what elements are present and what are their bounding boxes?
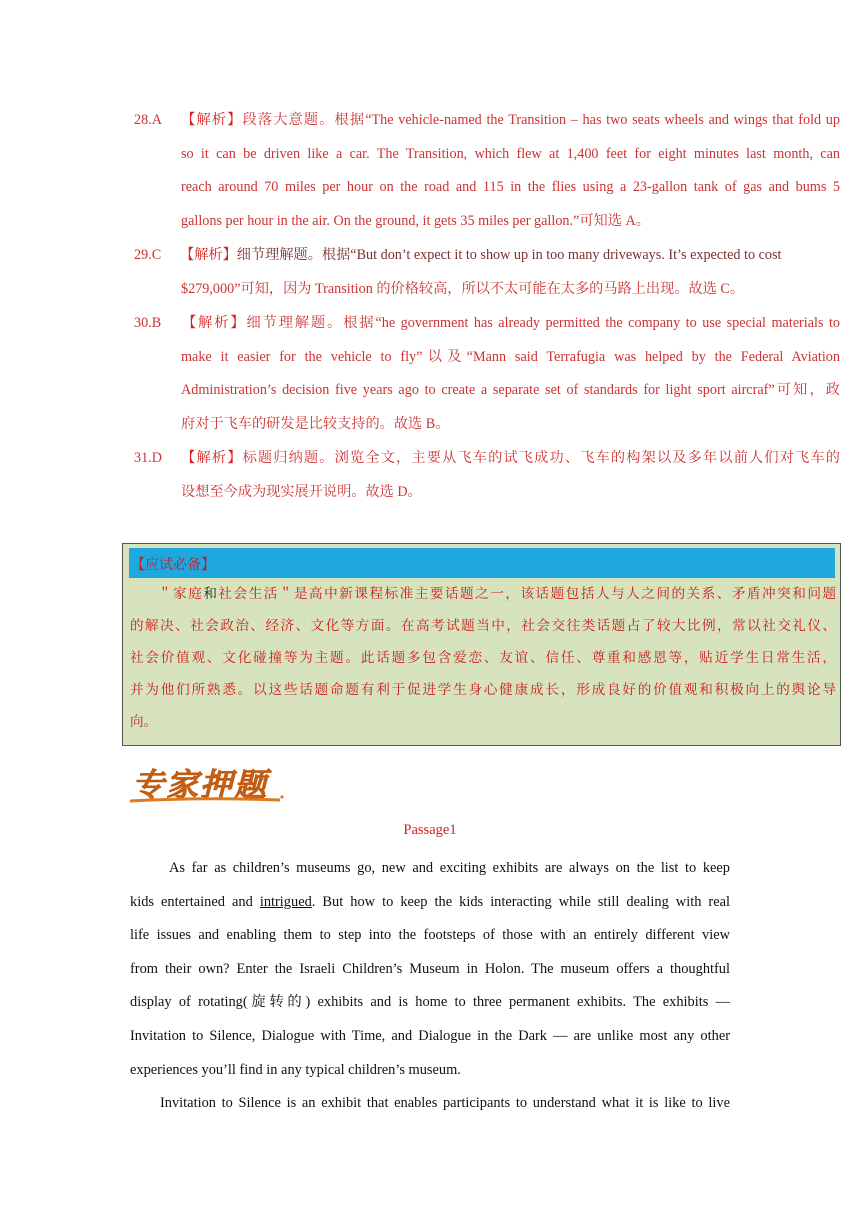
passage-line bbox=[130, 886, 730, 920]
answer-line bbox=[134, 104, 840, 138]
passage-line: Invitation to Silence is an exhibit that enables participants to understand what it is like to live bbox=[160, 1095, 730, 1112]
expert-prediction-logo bbox=[130, 764, 286, 808]
underlined-word: intrigued bbox=[259, 893, 312, 910]
question-number: 30.B bbox=[134, 315, 162, 331]
analysis-tag: 【解析】 bbox=[180, 112, 243, 128]
answer-30 bbox=[134, 307, 840, 441]
answer-28 bbox=[134, 104, 840, 238]
passage-title: Passage1 bbox=[403, 822, 457, 838]
answer-text: 段落大意题。根据“The vehicle-named the Transition – has two seats wheels and wings that fold up bbox=[242, 112, 840, 128]
answer-line: $279,000”可知，因为 Transition 的价格较高，所以不太可能在太多的马路上出现。故选 C。 bbox=[181, 280, 745, 297]
box-line: 向。 bbox=[130, 714, 158, 730]
answer-line: 设想至今成为现实展开说明。故选 D。 bbox=[181, 483, 422, 500]
passage-line: As far as children’s museums go, new and exciting exhibits are always on the list to keep bbox=[169, 860, 730, 876]
answer-line: 府对于飞车的研发是比较支持的。故选 B。 bbox=[181, 415, 450, 432]
box-text: 是高中新课程标准主要话题之一，该话题包括人与人之间的关系、矛盾冲突和问题 bbox=[293, 586, 836, 602]
box-text: 社会生活＂ bbox=[218, 586, 294, 602]
box-line: 并为他们所熟悉。以这些话题命题有利于促进学生身心健康成长，形成良好的价值观和积极向上的舆论导 bbox=[130, 682, 836, 698]
answer-line: Administration’s decision five years ago to create a separate set of standards for light sport aircraf”可知，政 bbox=[181, 382, 840, 399]
answer-line: so it can be driven like a car. The Transition, which flew at 1,400 feet for eight minutes last month, can bbox=[181, 145, 840, 162]
answer-line bbox=[134, 442, 840, 476]
logo-graphic bbox=[130, 764, 286, 808]
box-text: ＂家庭 bbox=[158, 586, 204, 602]
answer-29 bbox=[134, 239, 840, 306]
box-body bbox=[130, 578, 836, 738]
passage-line: Invitation to Silence, Dialogue with Time, and Dialogue in the Dark — are unlike most any other bbox=[130, 1027, 730, 1044]
analysis-tag: 【解析】 bbox=[180, 450, 243, 466]
question-number: 28.A bbox=[134, 112, 162, 128]
passage-text: . But how to keep the kids interacting while still dealing with real bbox=[311, 893, 730, 910]
exam-essentials-box bbox=[122, 543, 841, 746]
answer-text: 细节理解题。根据“he government has already permitted the company to use special materials to bbox=[246, 315, 840, 331]
answer-line: reach around 70 miles per hour on the road and 115 in the flies using a 23-gallon tank of gas and bums 5 bbox=[181, 179, 840, 196]
passage-line: experiences you’ll find in any typical children’s museum. bbox=[130, 1061, 461, 1078]
answer-line: gallons per hour in the air. On the ground, it gets 35 miles per gallon.”可知选 A。 bbox=[181, 212, 650, 229]
analysis-tag: 【解析】 bbox=[180, 247, 237, 263]
box-text: 和 bbox=[203, 586, 219, 602]
answer-text: 细节理解题。根据“But don’t expect it to show up in too many driveways. It’s expected to cost bbox=[236, 247, 782, 263]
passage-body bbox=[130, 852, 730, 1121]
box-line: 社会价值观、文化碰撞等为主题。此话题多包含爱恋、友谊、信任、尊重和感恩等，贴近学生日常生活， bbox=[130, 650, 836, 666]
analysis-tag: 【解析】 bbox=[180, 315, 247, 331]
answer-line bbox=[134, 239, 840, 273]
question-number: 29.C bbox=[134, 247, 162, 263]
passage-line: display of rotating(旋转的) exhibits and is home to three permanent exhibits. The exhibits — bbox=[130, 994, 730, 1011]
box-line: 的解决、社会政治、经济、文化等方面。在高考试题当中，社会交往类话题占了较大比例，常以社交礼仪、 bbox=[130, 618, 836, 634]
logo-text: 专家押题 bbox=[132, 766, 269, 804]
box-line bbox=[130, 578, 836, 610]
answer-text: 标题归纳题。浏览全文，主要从飞车的试飞成功、飞车的构架以及多年以前人们对飞车的 bbox=[242, 450, 840, 466]
answer-line bbox=[134, 307, 840, 341]
answer-line: make it easier for the vehicle to fly”以及“Mann said Terrafugia was helped by the Federal Aviation bbox=[181, 348, 840, 365]
passage-line: life issues and enabling them to step into the footsteps of those with an entirely different view bbox=[130, 927, 730, 944]
passage-line: from their own? Enter the Israeli Children’s Museum in Holon. The museum offers a thoughtful bbox=[130, 960, 730, 977]
answer-31 bbox=[134, 442, 840, 509]
box-header bbox=[129, 548, 835, 578]
passage-text: kids entertained and bbox=[130, 893, 260, 910]
box-title: 【应试必备】 bbox=[131, 557, 215, 573]
question-number: 31.D bbox=[134, 450, 162, 466]
